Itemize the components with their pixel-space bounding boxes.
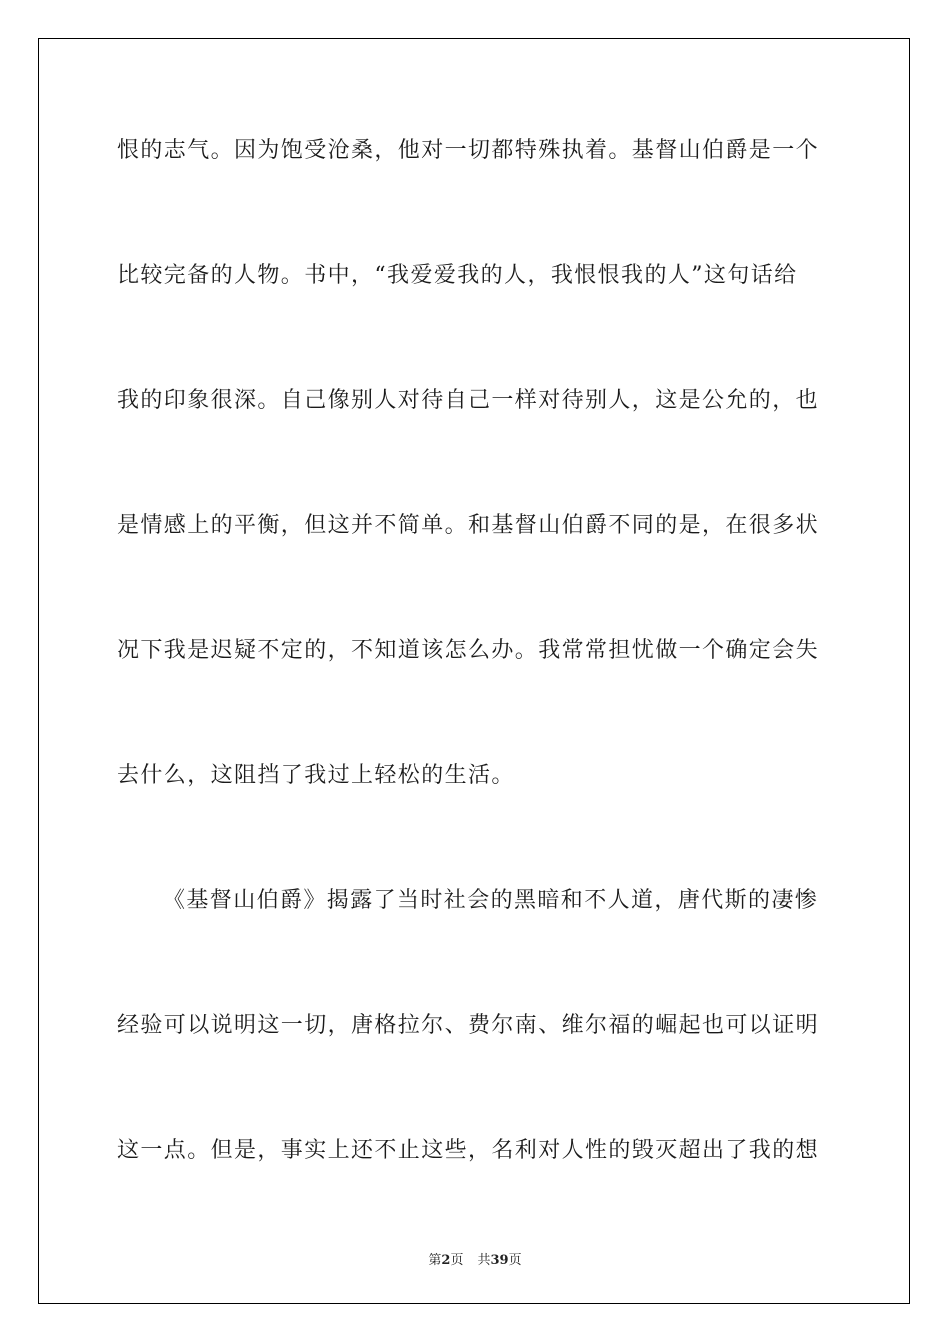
text-line: 比较完备的人物。书中，“我爱爱我的人，我恨恨我的人”这句话给 <box>117 263 798 288</box>
page-number: 2 <box>441 1253 451 1268</box>
text-line: 去什么，这阻挡了我过上轻松的生活。 <box>117 763 515 788</box>
total-prefix: 共 <box>477 1253 491 1268</box>
page-footer <box>0 1249 950 1268</box>
page-prefix: 第 <box>428 1253 442 1268</box>
paragraph-first-line: 《基督山伯爵》揭露了当时社会的黑暗和不人道，唐代斯的凄惨 <box>163 888 819 913</box>
page-suffix: 页 <box>450 1253 464 1268</box>
page-border <box>38 38 910 1304</box>
total-pages: 39 <box>490 1253 509 1268</box>
text-line: 经验可以说明这一切，唐格拉尔、费尔南、维尔福的崛起也可以证明 <box>117 1013 820 1038</box>
text-line: 是情感上的平衡，但这并不简单。和基督山伯爵不同的是，在很多状 <box>117 513 820 538</box>
total-suffix: 页 <box>508 1253 522 1268</box>
text-line: 这一点。但是，事实上还不止这些，名利对人性的毁灭超出了我的想 <box>117 1138 820 1163</box>
text-line: 我的印象很深。自己像别人对待自己一样对待别人，这是公允的，也 <box>117 388 820 413</box>
text-line: 恨的志气。因为饱受沧桑，他对一切都特殊执着。基督山伯爵是一个 <box>117 138 820 163</box>
text-line: 况下我是迟疑不定的，不知道该怎么办。我常常担忧做一个确定会失 <box>117 638 820 663</box>
